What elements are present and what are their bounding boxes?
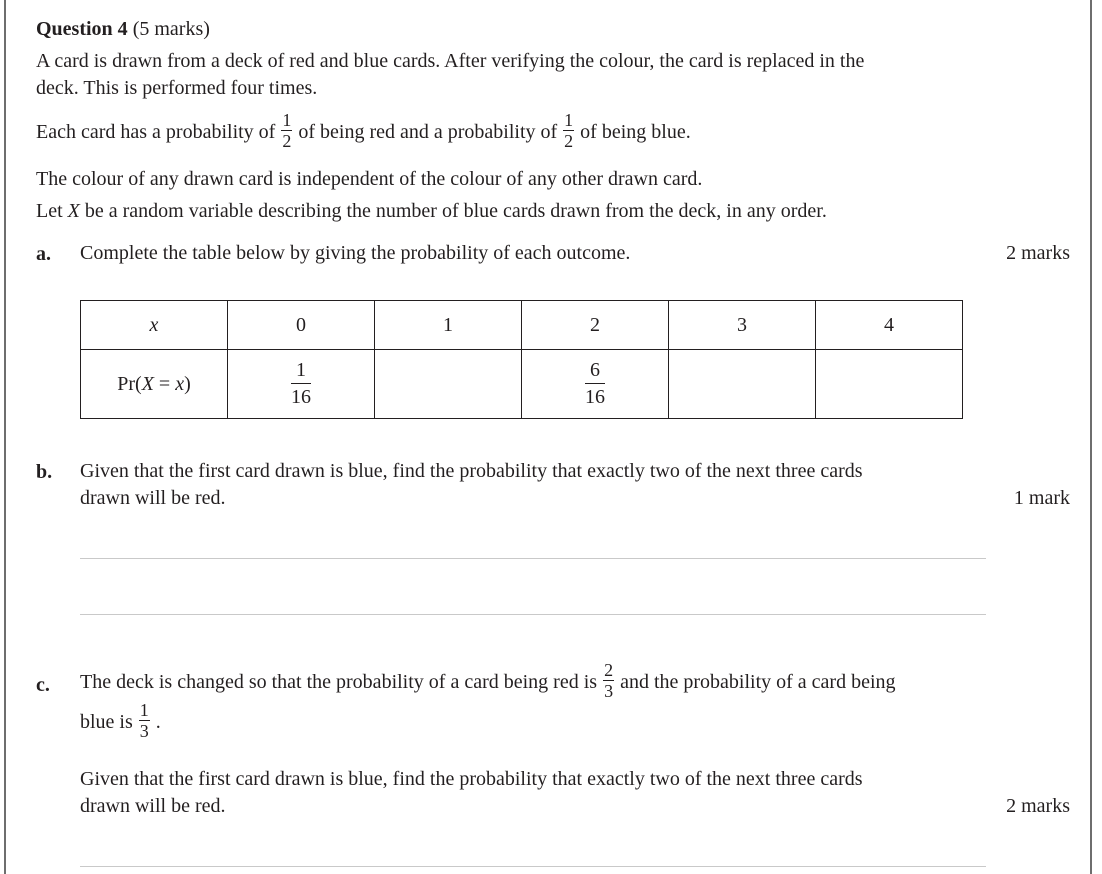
- frac-num: 1: [564, 109, 574, 130]
- question-heading: [36, 17, 210, 41]
- answer-line-b1[interactable]: [80, 558, 986, 559]
- prob-text-b: of being red and a probability of: [298, 121, 558, 143]
- answer-line-b2[interactable]: [80, 614, 986, 615]
- part-c-blue-post: .: [155, 711, 161, 733]
- page-border-left: [4, 0, 6, 874]
- frac-num: 1: [282, 109, 292, 130]
- part-c-line-1: [80, 660, 896, 704]
- x-label: x: [149, 313, 159, 336]
- part-c-blue-pre: blue is: [80, 711, 133, 733]
- part-a-text: Complete the table below by giving the probability of each outcome.: [80, 242, 631, 264]
- table-row-label: [81, 350, 228, 419]
- intro-line-2: deck. This is performed four times.: [36, 77, 318, 99]
- frac-den: 2: [282, 130, 292, 151]
- table-cell-p1-answer[interactable]: [375, 350, 522, 419]
- pr-eq: =: [153, 372, 176, 395]
- cell-den: 16: [291, 386, 311, 408]
- cell-num: 6: [590, 359, 600, 381]
- intro-line-1: A card is drawn from a deck of red and blue cards. After verifying the colour, the card is replaced in the: [36, 50, 865, 72]
- table-x-value: 1: [375, 301, 522, 350]
- cell-bar: [585, 383, 605, 384]
- prob-text-c: of being blue.: [580, 121, 691, 143]
- table-x-value: 4: [816, 301, 963, 350]
- table-header-row: [81, 301, 963, 350]
- table-x-value: 2: [522, 301, 669, 350]
- blue-probability-fraction-c: [139, 700, 150, 741]
- table-cell-p0: [228, 350, 375, 419]
- table-header-label: [81, 301, 228, 350]
- pr-x: x: [175, 372, 185, 395]
- frac-den: 3: [604, 680, 614, 701]
- page-border-right: [1090, 0, 1092, 874]
- table-x-value: 0: [228, 301, 375, 350]
- part-c-text-post: and the probability of a card being: [620, 671, 896, 693]
- blue-probability-fraction: [563, 110, 574, 151]
- question-title: Question 4: [36, 18, 128, 40]
- table-probability-row: [81, 350, 963, 419]
- table-cell-p2: [522, 350, 669, 419]
- part-c-marks: 2 marks: [1006, 795, 1070, 817]
- answer-line-c1[interactable]: [80, 866, 986, 867]
- part-c-given-2: drawn will be red.: [80, 795, 226, 817]
- variable-x: X: [67, 200, 80, 222]
- table-x-value: 3: [669, 301, 816, 350]
- part-c-label: c.: [36, 674, 50, 696]
- frac-den: 2: [564, 130, 574, 151]
- prob-text-a: Each card has a probability of: [36, 121, 276, 143]
- frac-num: 2: [604, 659, 614, 680]
- part-a-marks: 2 marks: [1006, 242, 1070, 264]
- let-post: be a random variable describing the number of blue cards drawn from the deck, in any order.: [84, 200, 827, 222]
- table-cell-p4-answer[interactable]: [816, 350, 963, 419]
- cell-den: 16: [585, 386, 605, 408]
- part-c-text-pre: The deck is changed so that the probability of a card being red is: [80, 671, 598, 693]
- let-pre: Let: [36, 200, 63, 222]
- part-b-label: b.: [36, 461, 53, 483]
- part-c-given-1: Given that the first card drawn is blue, find the probability that exactly two of the next three cards: [80, 768, 863, 790]
- part-b-line-1: Given that the first card drawn is blue, find the probability that exactly two of the next three cards: [80, 460, 863, 482]
- cell-fraction: [291, 359, 311, 408]
- cell-bar: [291, 383, 311, 384]
- red-probability-fraction: [281, 110, 292, 151]
- frac-den: 3: [139, 720, 149, 741]
- probability-table: [80, 300, 963, 419]
- part-b-line-2: drawn will be red.: [80, 487, 226, 509]
- probability-statement: [36, 110, 691, 154]
- part-b-marks: 1 mark: [1013, 487, 1070, 509]
- part-a-label: a.: [36, 243, 51, 265]
- cell-fraction: [585, 359, 605, 408]
- cell-num: 1: [296, 359, 306, 381]
- part-c-line-2: [80, 700, 161, 744]
- frac-num: 1: [139, 699, 149, 720]
- red-probability-fraction-c: [603, 660, 614, 701]
- question-marks: (5 marks): [132, 18, 210, 40]
- table-cell-p3-answer[interactable]: [669, 350, 816, 419]
- random-variable-statement: [36, 199, 827, 223]
- pr-var: X: [141, 372, 154, 395]
- independence-statement: The colour of any drawn card is independent of the colour of any other drawn card.: [36, 168, 703, 190]
- pr-post: ): [184, 372, 191, 395]
- pr-pre: Pr(: [117, 372, 142, 395]
